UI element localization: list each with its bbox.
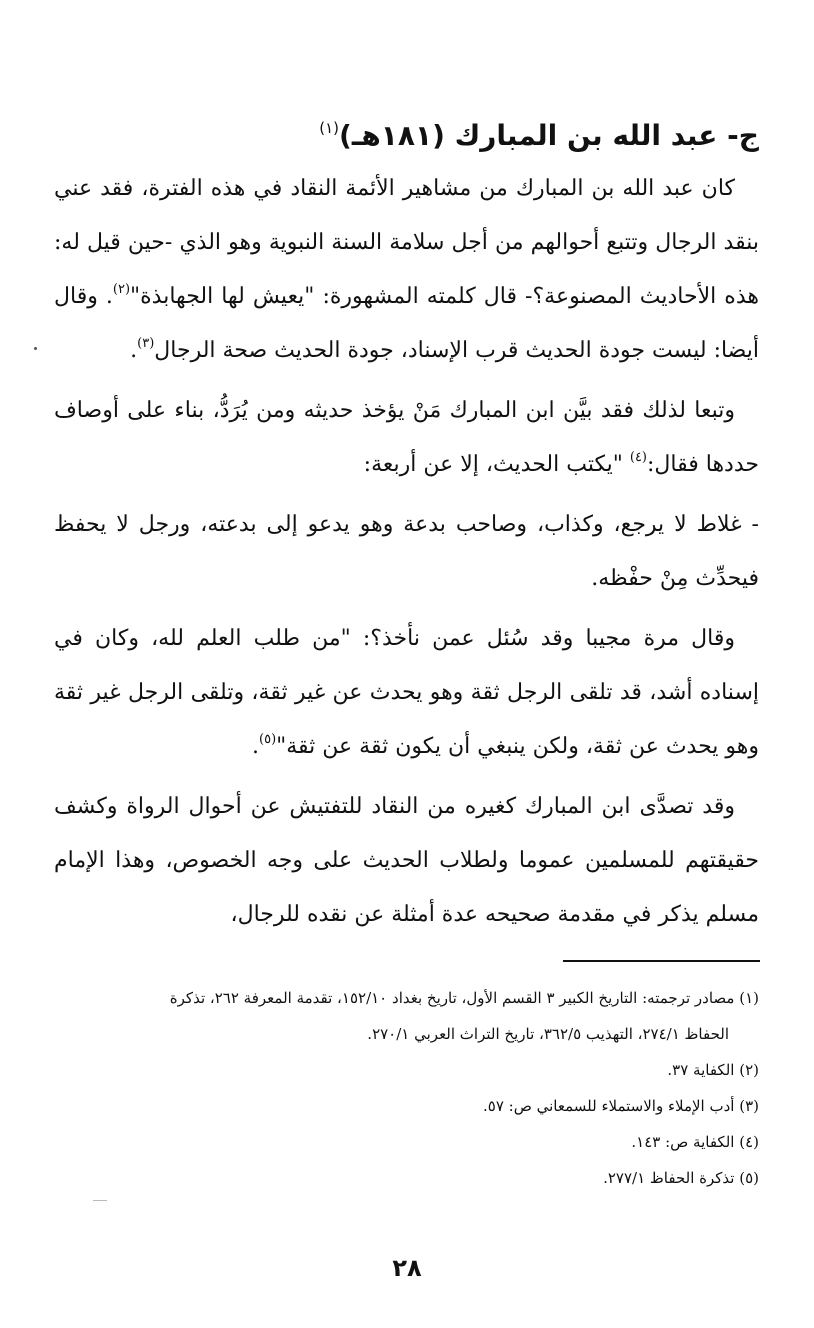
scan-dash	[93, 1200, 107, 1201]
footnote-2	[54, 1052, 759, 1088]
footnote-5-text: (٥) تذكرة الحفاظ ٢٧٧/١.	[603, 1169, 759, 1187]
paragraph-2-quote: "يكتب الحديث، إلا عن أربعة:	[363, 452, 630, 477]
footnote-2-text: (٢) الكفاية ٣٧.	[667, 1061, 759, 1079]
footnote-1-text-line2: الحفاظ ٢٧٤/١، التهذيب ٣٦٢/٥، تاريخ التراث العربي ٢٧٠/١.	[367, 1025, 729, 1043]
footnote-3	[54, 1088, 759, 1124]
footnote-3-text: (٣) أدب الإملاء والاستملاء للسمعاني ص: ٥٧.	[482, 1097, 759, 1115]
paragraph-5	[54, 780, 759, 942]
paragraph-4-end: .	[252, 734, 259, 759]
footnotes	[54, 980, 759, 1196]
footnote-ref-5: (٥)	[259, 732, 277, 747]
heading-footnote-ref: (١)	[319, 119, 340, 137]
body-text	[54, 162, 759, 948]
footnote-1	[54, 980, 759, 1016]
paragraph-3	[54, 498, 759, 606]
footnote-4	[54, 1124, 759, 1160]
footnote-separator	[563, 960, 760, 962]
section-heading	[59, 106, 759, 158]
footnote-1-text: (١) مصادر ترجمته: التاريخ الكبير ٣ القسم الأول، تاريخ بغداد ١٥٢/١٠، تقدمة المعرفة ٢٦٢، تذكرة	[169, 989, 759, 1007]
footnote-ref-4: (٤)	[629, 450, 647, 465]
scan-speck	[34, 347, 37, 350]
paragraph-2-text: وتبعا لذلك فقد بيَّن ابن المبارك مَنْ يؤخذ حديثه ومن يُرَدُّ، بناء على أوصاف حددها فقال:	[54, 398, 759, 477]
paragraph-1-text: كان عبد الله بن المبارك من مشاهير الأئمة النقاد في هذه الفترة، فقد عني بنقد الرجال وتتبع أحوالهم من أجل سلامة السنة النبوية وهو الذي -حين قيل له: هذه الأحاديث المصنوعة؟- قال كلمته المشهورة: "يعيش لها الجهابذة"	[54, 176, 759, 309]
paragraph-2	[54, 384, 759, 492]
section-heading-text: ج- عبد الله بن المبارك (١٨١هـ)	[339, 119, 759, 152]
footnote-ref-3: (٣)	[137, 336, 155, 351]
paragraph-1-continuation: . وقال أيضا: ليست جودة الحديث قرب الإسناد، جودة الحديث صحة الرجال	[54, 284, 759, 363]
footnote-1-continuation	[54, 1016, 759, 1052]
paragraph-3-text: - غلاط لا يرجع، وكذاب، وصاحب بدعة وهو يدعو إلى بدعته، ورجل لا يحفظ فيحدِّث مِنْ حفْظه.	[54, 512, 759, 591]
footnote-5	[54, 1160, 759, 1196]
page-number: ٢٨	[392, 1254, 422, 1282]
paragraph-4-text: وقال مرة مجيبا وقد سُئل عمن نأخذ؟: "من طلب العلم لله، وكان في إسناده أشد، قد تلقى الرجل ثقة وهو يحدث عن غير ثقة، وتلقى الرجل غير ثقة وهو يحدث عن ثقة، ولكن ينبغي أن يكون ثقة عن ثقة"	[54, 626, 759, 759]
paragraph-1	[54, 162, 759, 378]
footnote-ref-2: (٢)	[112, 282, 131, 297]
footnote-4-text: (٤) الكفاية ص: ١٤٣.	[631, 1133, 759, 1151]
paragraph-5-text: وقد تصدَّى ابن المبارك كغيره من النقاد للتفتيش عن أحوال الرواة وكشف حقيقتهم للمسلمين عموما ولطلاب الحديث على وجه الخصوص، وهذا الإمام مسلم يذكر في مقدمة صحيحه عدة أمثلة عن نقده للرجال،	[54, 794, 759, 927]
paragraph-1-end: .	[130, 338, 138, 363]
paragraph-4	[54, 612, 759, 774]
